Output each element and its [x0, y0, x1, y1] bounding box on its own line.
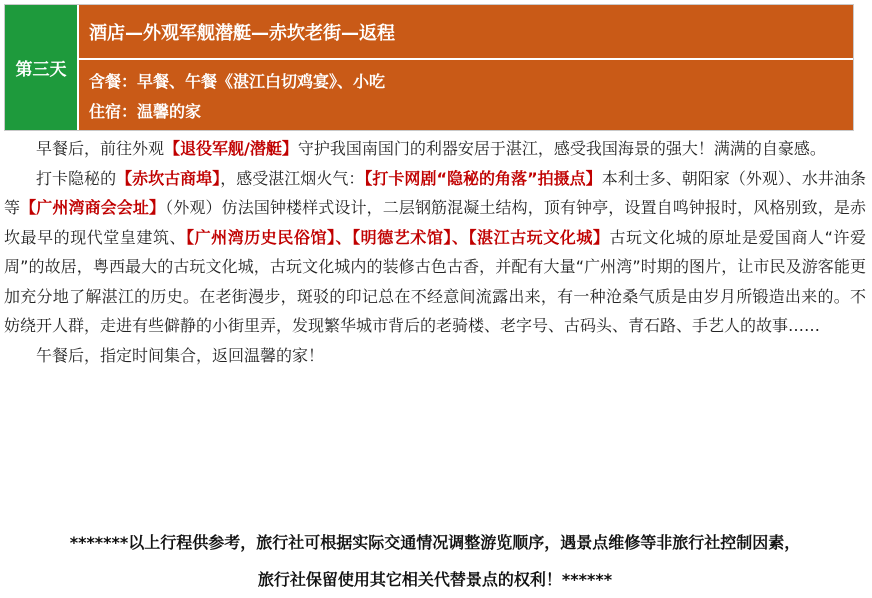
text-segment: 本利士多、朝阳家（外观）、水井油条等: [4, 168, 866, 217]
highlight-warship: 【退役军舰/潜艇】: [164, 139, 298, 158]
day-info: [79, 5, 853, 130]
text-segment: 守护我国南国门的利器安居于湛江，感受我国海景的强大！满满的自豪感。: [297, 139, 826, 158]
day-meta: [79, 60, 853, 130]
highlight-chikan-port: 【赤坎古商埠】: [116, 168, 221, 188]
paragraph-return: 午餐后，指定时间集合，返回温馨的家！: [36, 345, 325, 365]
text-segment: ，感受湛江烟火气：: [220, 168, 365, 188]
text-segment: （外观）仿法国钟楼样式设计，二层钢筋混凝土结构，顶有钟亭，设置自鸣钟报时，风格别致，是赤坎最早的现代堂皇建筑、: [4, 198, 866, 247]
highlight-museums: 【广州湾历史民俗馆】、【明德艺术馆】、【湛江古玩文化城】: [186, 227, 610, 247]
day-description: [4, 134, 866, 370]
text-segment: 打卡隐秘的: [36, 168, 117, 188]
disclaimer-line-1: *******以上行程供参考，旅行社可根据实际交通情况调整游览顺序，遇景点维修等非旅行社控制因素，: [69, 533, 801, 552]
route-title: 酒店—外观军舰潜艇—赤坎老街—返程: [79, 5, 853, 60]
paragraph-chikan: [4, 164, 866, 341]
paragraph-breakfast: [4, 134, 866, 164]
day-label: 第三天: [5, 5, 79, 130]
meals-info: 含餐：早餐、午餐《湛江白切鸡宴》、小吃: [89, 72, 386, 91]
text-segment: 早餐后，前往外观: [36, 139, 165, 158]
lodging-info: 住宿：温馨的家: [89, 102, 202, 121]
disclaimer-line-2: 旅行社保留使用其它相关代替景点的权利！******: [257, 570, 613, 589]
highlight-chamber-site: 【广州湾商会会址】: [20, 198, 166, 217]
disclaimer-note: [4, 524, 866, 598]
itinerary-day-header: [4, 4, 854, 131]
highlight-filming-spot: 【打卡网剧“隐秘的角落”拍摄点】: [364, 168, 602, 188]
text-segment: 古玩文化城的原址是爱国商人“许爱周”的故居，粤西最大的古玩文化城，古玩文化城内的装修古色古香，并配有大量“广州湾”时期的图片，让市民及游客能更加充分地了解湛江的历史。在老街漫步，斑驳的印记总在不经意间流露出来，有一种沧桑气质是由岁月所锻造出来的。不妨绕开人群，走进有些僻静的小街里弄，发现繁华城市背后的老骑楼、老字号、古码头、青石路、手艺人的故事……: [4, 227, 866, 335]
